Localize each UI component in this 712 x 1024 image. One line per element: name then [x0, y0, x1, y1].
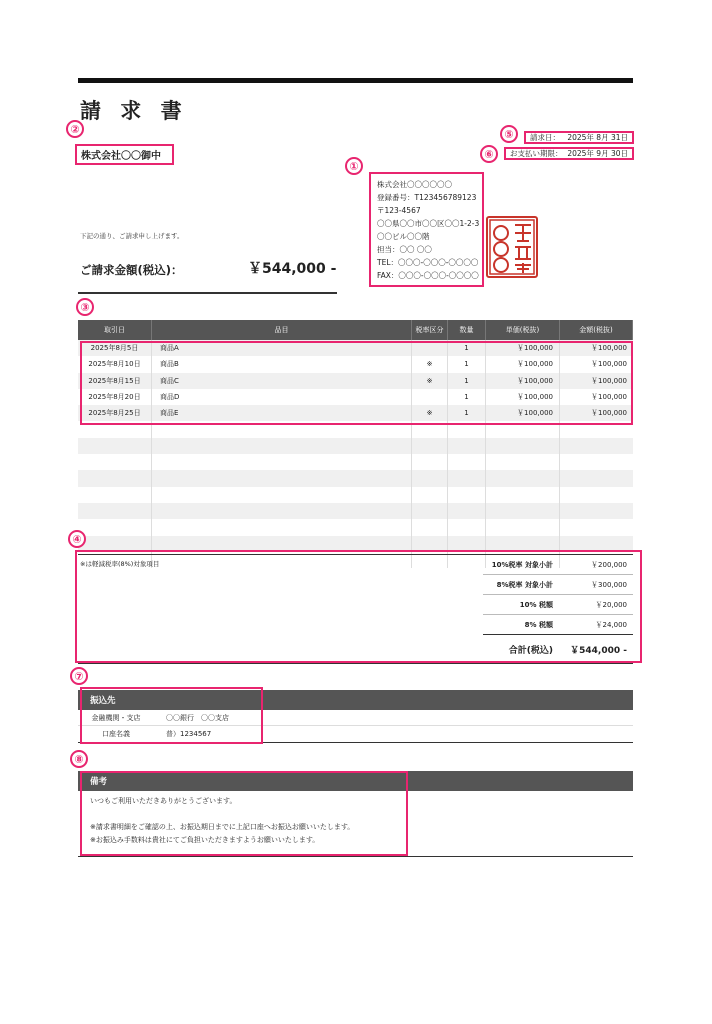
cell-amount: ￥100,000 — [591, 409, 627, 418]
header-quantity: 数量 — [448, 320, 486, 340]
cell-unit-price: ￥100,000 — [486, 373, 560, 389]
cell-date — [78, 503, 152, 519]
table-row — [78, 470, 633, 486]
cell-tax-class — [412, 503, 448, 519]
marker-8: ⑧ — [70, 750, 88, 768]
cell-date: 2025年8月20日 — [78, 389, 152, 405]
cell-date — [78, 487, 152, 503]
issuer-company: 株式会社〇〇〇〇〇〇 — [377, 180, 452, 189]
marker-5: ⑤ — [500, 125, 518, 143]
marker-2: ② — [66, 120, 84, 138]
bank-label: 口座名義 — [102, 730, 130, 738]
cell-amount — [560, 454, 633, 470]
cell-unit-price: ￥100,000 — [486, 356, 560, 372]
intro-text: 下記の通り、ご請求申し上げます。 — [80, 232, 184, 240]
header-tax-class: 税率区分 — [412, 320, 448, 340]
issue-date-label: 請求日： — [530, 133, 560, 142]
marker-1: ① — [345, 157, 363, 175]
total-label: 合計(税込) — [508, 645, 553, 656]
cell-quantity: 1 — [448, 340, 486, 356]
bank-title: 振込先 — [78, 690, 633, 710]
cell-quantity — [448, 470, 486, 486]
summary-value: ￥300,000 — [591, 580, 627, 589]
bank-value: 〇〇銀行 〇〇支店 — [166, 713, 229, 722]
cell-item — [152, 454, 412, 470]
summary-value: ￥20,000 — [595, 600, 627, 609]
header-item: 品目 — [152, 320, 412, 340]
header-date: 取引日 — [78, 320, 152, 340]
table-header — [78, 320, 633, 340]
summary-label: 8%税率 対象小計 — [496, 580, 553, 589]
cell-date: 2025年8月25日 — [78, 405, 152, 421]
cell-quantity: 1 — [448, 373, 486, 389]
cell-quantity: 1 — [448, 405, 486, 421]
header-unit-price: 単価(税抜) — [486, 320, 560, 340]
cell-unit-price — [486, 454, 560, 470]
cell-amount — [560, 519, 633, 535]
remarks-line: ※お振込み手数料は貴社にてご負担いただきますようお願いいたします。 — [90, 836, 320, 844]
due-date-value: 2025年 9月 30日 — [567, 149, 628, 158]
due-date-box — [504, 147, 634, 160]
cell-quantity — [448, 487, 486, 503]
bank-value: 普）1234567 — [166, 730, 212, 738]
cell-quantity: 1 — [448, 389, 486, 405]
cell-tax-class — [412, 454, 448, 470]
company-seal-icon — [486, 216, 538, 278]
issuer-building: 〇〇ビル〇〇階 — [377, 232, 430, 241]
issuer-address: 〇〇県〇〇市〇〇区〇〇1-2-3 — [377, 219, 480, 228]
cell-amount — [560, 438, 633, 454]
remarks-line: いつもご利用いただきありがとうございます。 — [90, 797, 237, 805]
issuer-fax: FAX：〇〇〇-〇〇〇-〇〇〇〇 — [377, 271, 479, 280]
cell-date — [78, 470, 152, 486]
cell-item: 商品D — [152, 389, 412, 405]
cell-tax-class — [412, 487, 448, 503]
bank-label: 金融機関・支店 — [91, 713, 141, 722]
cell-tax-class — [412, 438, 448, 454]
issuer-registration: 登録番号：T123456789123 — [377, 193, 477, 202]
document-title: 請 求 書 — [80, 99, 188, 123]
cell-item: 商品C — [152, 373, 412, 389]
issue-date-value: 2025年 8月 31日 — [567, 133, 628, 142]
cell-item — [152, 438, 412, 454]
reduced-rate-note: ※は軽減税率(8%)対象項目 — [80, 560, 160, 568]
cell-date — [78, 454, 152, 470]
cell-date: 2025年8月15日 — [78, 373, 152, 389]
cell-unit-price — [486, 519, 560, 535]
summary-highlight — [75, 550, 642, 663]
top-rule — [78, 78, 633, 83]
marker-4: ④ — [68, 530, 86, 548]
cell-item — [152, 487, 412, 503]
total-value: ￥544,000 - — [570, 645, 627, 656]
table-row — [78, 503, 633, 519]
cell-amount: ￥100,000 — [591, 393, 627, 402]
remarks-title: 備考 — [78, 771, 633, 791]
cell-amount: ￥100,000 — [591, 376, 627, 385]
due-date-label: お支払い期限： — [510, 149, 563, 158]
amount-label: ご請求金額(税込)： — [80, 263, 183, 277]
cell-unit-price: ￥100,000 — [486, 340, 560, 356]
cell-amount: ￥100,000 — [591, 344, 627, 353]
cell-tax-class: ※ — [412, 405, 448, 421]
issue-date-box — [524, 131, 634, 144]
cell-date — [78, 519, 152, 535]
table-row — [78, 519, 633, 535]
cell-item: 商品B — [152, 356, 412, 372]
issuer-info — [369, 172, 484, 287]
cell-amount — [560, 470, 633, 486]
cell-item — [152, 470, 412, 486]
table-row — [78, 487, 633, 503]
cell-quantity — [448, 519, 486, 535]
cell-unit-price — [486, 470, 560, 486]
remarks-highlight — [80, 771, 408, 856]
marker-7: ⑦ — [70, 667, 88, 685]
cell-amount — [560, 503, 633, 519]
table-row — [78, 438, 633, 454]
cell-date: 2025年8月10日 — [78, 356, 152, 372]
cell-date — [78, 438, 152, 454]
cell-date: 2025年8月5日 — [78, 340, 152, 356]
cell-item — [152, 519, 412, 535]
cell-amount — [560, 487, 633, 503]
marker-6: ⑥ — [480, 145, 498, 163]
cell-unit-price: ￥100,000 — [486, 405, 560, 421]
cell-item: 商品A — [152, 340, 412, 356]
summary-label: 8% 税額 — [524, 620, 553, 629]
summary-label: 10%税率 対象小計 — [491, 560, 553, 569]
cell-unit-price — [486, 503, 560, 519]
cell-unit-price — [486, 438, 560, 454]
remarks-line: ※請求書明細をご確認の上、お振込期日までに上記口座へお振込お願いいたします。 — [90, 823, 355, 831]
client-name: 株式会社〇〇御中 — [75, 144, 174, 165]
cell-tax-class: ※ — [412, 373, 448, 389]
cell-tax-class: ※ — [412, 356, 448, 372]
cell-quantity — [448, 503, 486, 519]
marker-3: ③ — [76, 298, 94, 316]
cell-unit-price — [486, 487, 560, 503]
issuer-tel: TEL：〇〇〇-〇〇〇-〇〇〇〇 — [377, 258, 479, 267]
amount-value: ￥544,000 - — [248, 261, 337, 277]
amount-underline — [78, 292, 337, 294]
items-highlight — [80, 341, 633, 425]
cell-amount: ￥100,000 — [591, 360, 627, 369]
header-amount: 金額(税抜) — [560, 320, 633, 340]
table-row — [78, 454, 633, 470]
cell-tax-class — [412, 470, 448, 486]
cell-quantity — [448, 454, 486, 470]
cell-item — [152, 503, 412, 519]
cell-quantity — [448, 438, 486, 454]
summary-label: 10% 税額 — [519, 600, 553, 609]
cell-quantity: 1 — [448, 356, 486, 372]
cell-tax-class — [412, 519, 448, 535]
cell-item: 商品E — [152, 405, 412, 421]
summary-value: ￥24,000 — [595, 620, 627, 629]
issuer-postal: 〒123-4567 — [377, 206, 421, 215]
cell-unit-price: ￥100,000 — [486, 389, 560, 405]
bank-highlight — [80, 687, 263, 744]
issuer-contact: 担当：〇〇 〇〇 — [377, 245, 432, 254]
summary-value: ￥200,000 — [591, 560, 627, 569]
